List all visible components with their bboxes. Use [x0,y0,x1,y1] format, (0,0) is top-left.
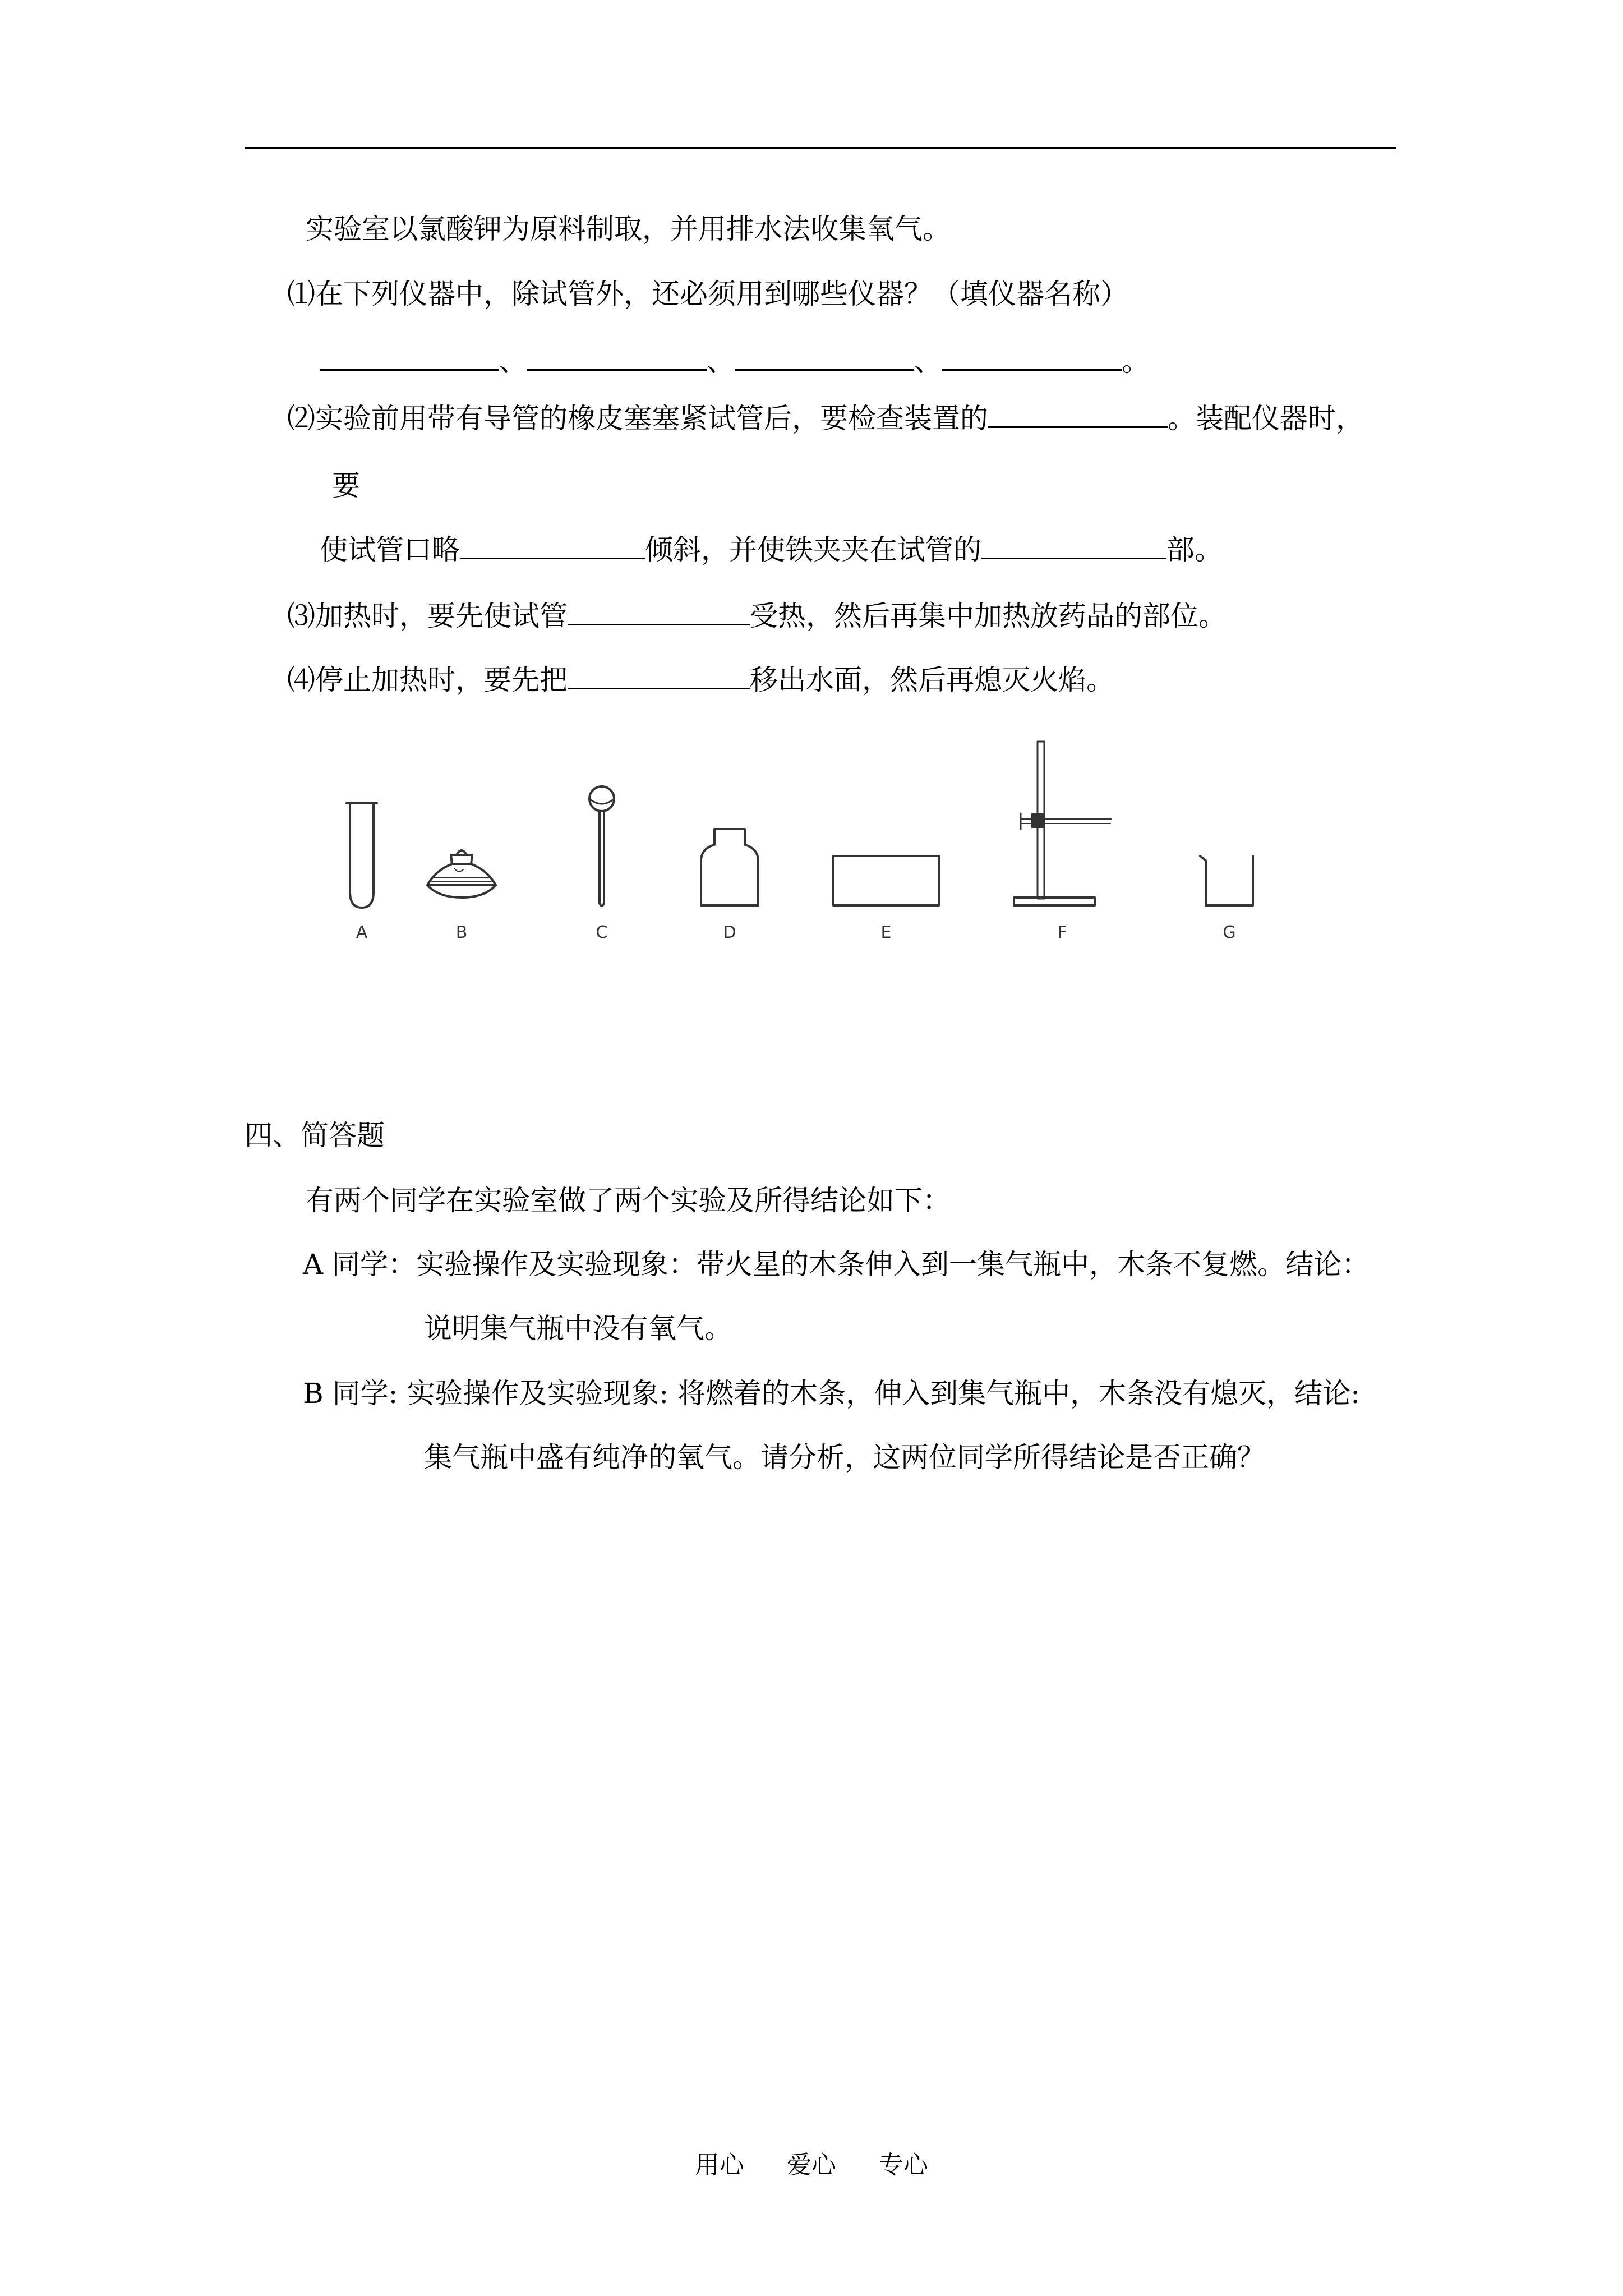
intro-text: 实验室以氯酸钾为原料制取，并用排水法收集氧气。 [306,213,951,245]
question-2-text-d: 倾斜，并使铁夹夹在试管的 [645,533,981,566]
apparatus-drawings [314,729,1318,920]
footer-item: 爱心 [787,2151,836,2179]
page-footer [0,2150,1623,2181]
blank-terminator: 。 [1122,345,1150,378]
question-3-text-b: 受热，然后再集中加热放药品的部位。 [750,600,1227,632]
question-3 [287,599,1227,633]
figure-label-g: G [1223,923,1236,942]
question-2-line-1 [287,402,1364,435]
header-rule [245,147,1396,149]
footer-item: 用心 [695,2151,744,2179]
student-b-line-2: 集气瓶中盛有纯净的氧气。请分析，这两位同学所得结论是否正确？ [424,1441,1265,1474]
iron-stand-icon [1014,742,1110,905]
blank-separator: 、 [499,345,527,378]
question-4-text-b: 移出水面，然后再熄灭火焰。 [750,664,1114,696]
answer-blank-1[interactable] [320,346,499,371]
glass-plate-icon [833,856,939,905]
figure-label-e: E [880,923,892,942]
answer-blank-2[interactable] [527,346,707,371]
section-4-title: 四、简答题 [245,1119,385,1152]
figure-label-d: D [723,923,736,942]
question-4-text-a: ⑷停止加热时，要先把 [287,664,568,696]
beaker-icon [1200,856,1253,905]
question-2-text-b: 。装配仪器时， [1168,402,1364,435]
figure-label-c: C [596,923,608,942]
question-2-text-e: 部。 [1166,533,1223,566]
test-tube-icon [347,803,377,908]
section-4-intro: 有两个同学在实验室做了两个实验及所得结论如下： [306,1184,951,1217]
question-2-line-2: 要 [332,470,360,502]
answer-blank-6[interactable] [460,534,645,559]
figure-label-f: F [1057,923,1067,942]
figure-label-b: B [455,923,468,942]
footer-item: 专心 [879,2151,928,2179]
answer-blank-4[interactable] [942,346,1122,371]
answer-blank-9[interactable] [568,664,750,689]
question-2-text-c: 使试管口略 [320,533,460,566]
question-1: ⑴在下列仪器中，除试管外，还必须用到哪些仪器？（填仪器名称） [287,278,1128,310]
answer-blank-5[interactable] [988,403,1168,428]
apparatus-figure [314,729,1318,954]
student-b-line-1: B 同学: 实验操作及实验现象: 将燃着的木条，伸入到集气瓶中，木条没有熄灭，结论: [303,1377,1360,1410]
alcohol-lamp-icon [427,850,496,898]
student-a-line-1: A 同学：实验操作及实验现象：带火星的木条伸入到一集气瓶中，木条不复燃。结论： [303,1248,1370,1281]
question-4 [287,663,1114,697]
question-2-text-a: ⑵实验前用带有导管的橡皮塞塞紧试管后，要检查装置的 [287,402,988,435]
question-1-blanks [320,344,1150,378]
question-2-line-3 [320,533,1223,567]
figure-label-a: A [356,923,368,942]
answer-blank-8[interactable] [568,600,750,625]
blank-separator: 、 [707,345,735,378]
combustion-spoon-icon [589,786,614,906]
answer-blank-7[interactable] [981,534,1166,559]
answer-blank-3[interactable] [735,346,914,371]
blank-separator: 、 [914,345,942,378]
question-3-text-a: ⑶加热时，要先使试管 [287,600,568,632]
student-a-line-2: 说明集气瓶中没有氧气。 [424,1312,732,1345]
reagent-bottle-icon [701,829,758,905]
